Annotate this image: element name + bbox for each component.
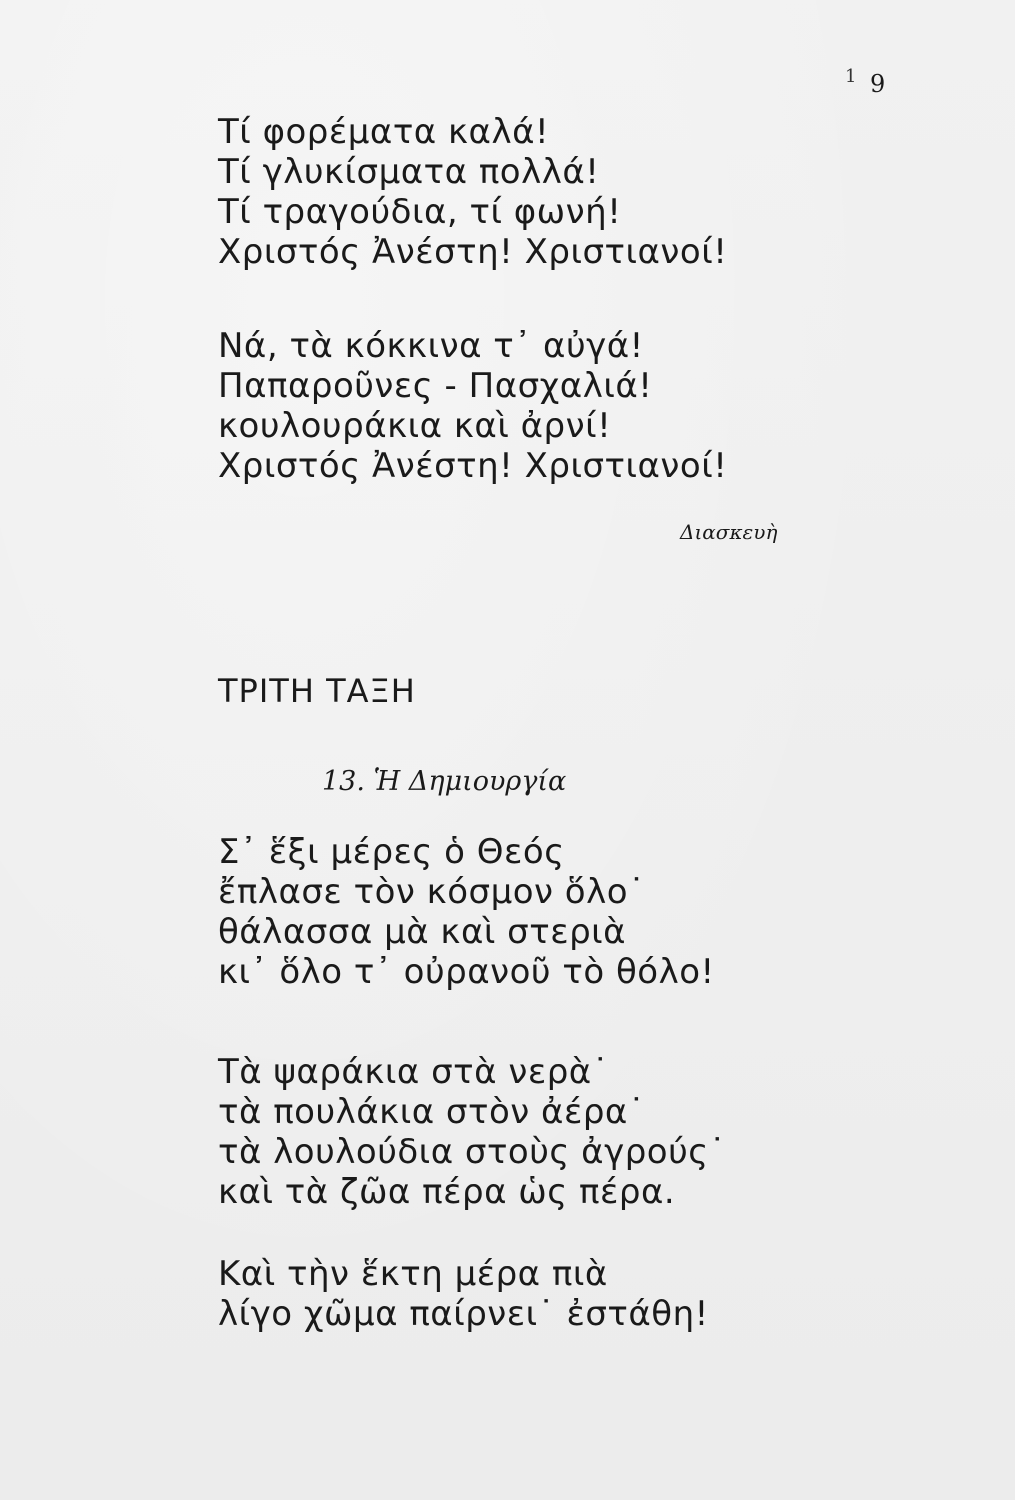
- verse-line: Τί γλυκίσματα πολλά!: [218, 152, 600, 192]
- verse-line: Χριστός Ἀνέστη! Χριστιανοί!: [218, 446, 728, 486]
- verse-line: Παπαροῦνες - Πασχαλιά!: [218, 366, 653, 406]
- poem2-title: 13. Ἡ Δημιουργία: [322, 766, 567, 797]
- verse-line: τὰ πουλάκια στὸν ἀέρα˙: [218, 1092, 646, 1132]
- verse-line: Χριστός Ἀνέστη! Χριστιανοί!: [218, 232, 728, 272]
- verse-line: Σ᾽ ἕξι μέρες ὁ Θεός: [218, 832, 565, 872]
- verse-line: κουλουράκια καὶ ἀρνί!: [218, 406, 612, 446]
- verse-line: Νά, τὰ κόκκινα τ᾽ αὐγά!: [218, 326, 644, 366]
- verse-line: λίγο χῶμα παίρνει˙ ἐστάθη!: [218, 1294, 709, 1334]
- verse-line: Τί φορέματα καλά!: [218, 112, 550, 152]
- verse-line: κι᾽ ὅλο τ᾽ οὐρανοῦ τὸ θόλο!: [218, 952, 715, 992]
- page-number: 9: [870, 70, 886, 98]
- verse-line: ἔπλασε τὸν κόσμον ὅλο˙: [218, 872, 646, 912]
- section-heading: ΤΡΙΤΗ ΤΑΞΗ: [218, 672, 416, 710]
- poem2-stanza-3: [218, 1254, 709, 1334]
- verse-line: καὶ τὰ ζῶα πέρα ὡς πέρα.: [218, 1172, 676, 1212]
- poem1-stanza-1: [218, 112, 727, 272]
- verse-line: Τὰ ψαράκια στὰ νερὰ˙: [218, 1052, 610, 1092]
- corner-mark: 1: [845, 66, 857, 87]
- verse-line: θάλασσα μὰ καὶ στεριὰ: [218, 912, 627, 952]
- verse-line: Καὶ τὴν ἕκτη μέρα πιὰ: [218, 1254, 608, 1294]
- poem2-stanza-2: [218, 1052, 726, 1212]
- verse-line: Τί τραγούδια, τί φωνή!: [218, 192, 622, 232]
- poem2-stanza-1: [218, 832, 715, 992]
- verse-line: τὰ λουλούδια στοὺς ἀγρούς˙: [218, 1132, 727, 1172]
- poem1-stanza-2: [218, 326, 727, 486]
- poem1-attribution: Διασκευὴ: [680, 520, 778, 544]
